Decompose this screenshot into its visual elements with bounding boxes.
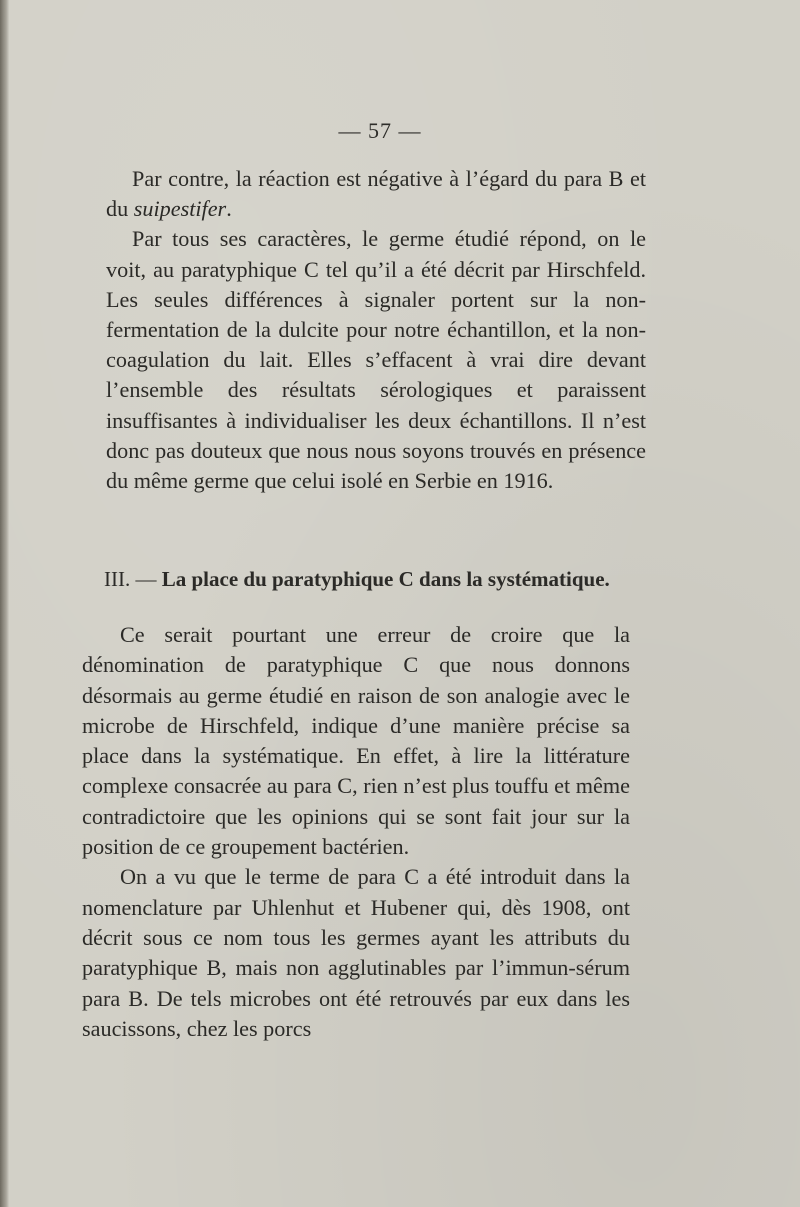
text-block-lower — [82, 620, 630, 1044]
text-block-upper — [106, 164, 646, 496]
paragraph-1-italic: suipestifer — [133, 196, 227, 222]
page-number: — 57 — — [338, 118, 422, 143]
page-binding-edge — [0, 0, 9, 1207]
section-title: La place du paratyphique C dans la systématique. — [161, 567, 610, 591]
section-number: III. — — [104, 567, 162, 591]
paragraph-1-end: . — [226, 196, 232, 222]
paragraph-2: Par tous ses caractères, le germe étudié répond, on le voit, au paratyphique C tel qu’il a été décrit par Hirschfeld. Les seules différences à signaler portent sur la non-fermentation de la dulcite pour notre échantillon, et la non-coagulation du lait. Elles s’effacent à vrai dire devant l’ensemble des résultats sérologiques et paraissent insuffisantes à individualiser les deux échantillons. Il n’est donc pas douteux que nous nous soyons trouvés en présence du même germe que celui isolé en Serbie en 1916. — [106, 226, 646, 494]
paragraph-3: Ce serait pourtant une erreur de croire que la dénomination de paratyphique C que nous donnons désormais au germe étudié en raison de son analogie avec le microbe de Hirschfeld, indique d’une manière précise sa place dans la systématique. En effet, à lire la littérature complexe consacrée au para C, rien n’est plus touffu et même contradictoire que les opinions qui se sont fait jour sur la position de ce groupement bactérien. — [82, 622, 630, 860]
paragraph-1-text: Par contre, la réaction est négative à l’égard du para B et du — [106, 166, 646, 222]
paragraph-1 — [106, 164, 646, 224]
paragraph-4: On a vu que le terme de para C a été introduit dans la nomenclature par Uhlenhut et Hubener qui, dès 1908, ont décrit sous ce nom tous les germes ayant les attributs du paratyphique B, mais non agglutinables par l’immun-sérum para B. De tels microbes ont été retrouvés par eux dans les saucissons, chez les porcs — [82, 864, 630, 1041]
section-heading — [104, 564, 664, 594]
